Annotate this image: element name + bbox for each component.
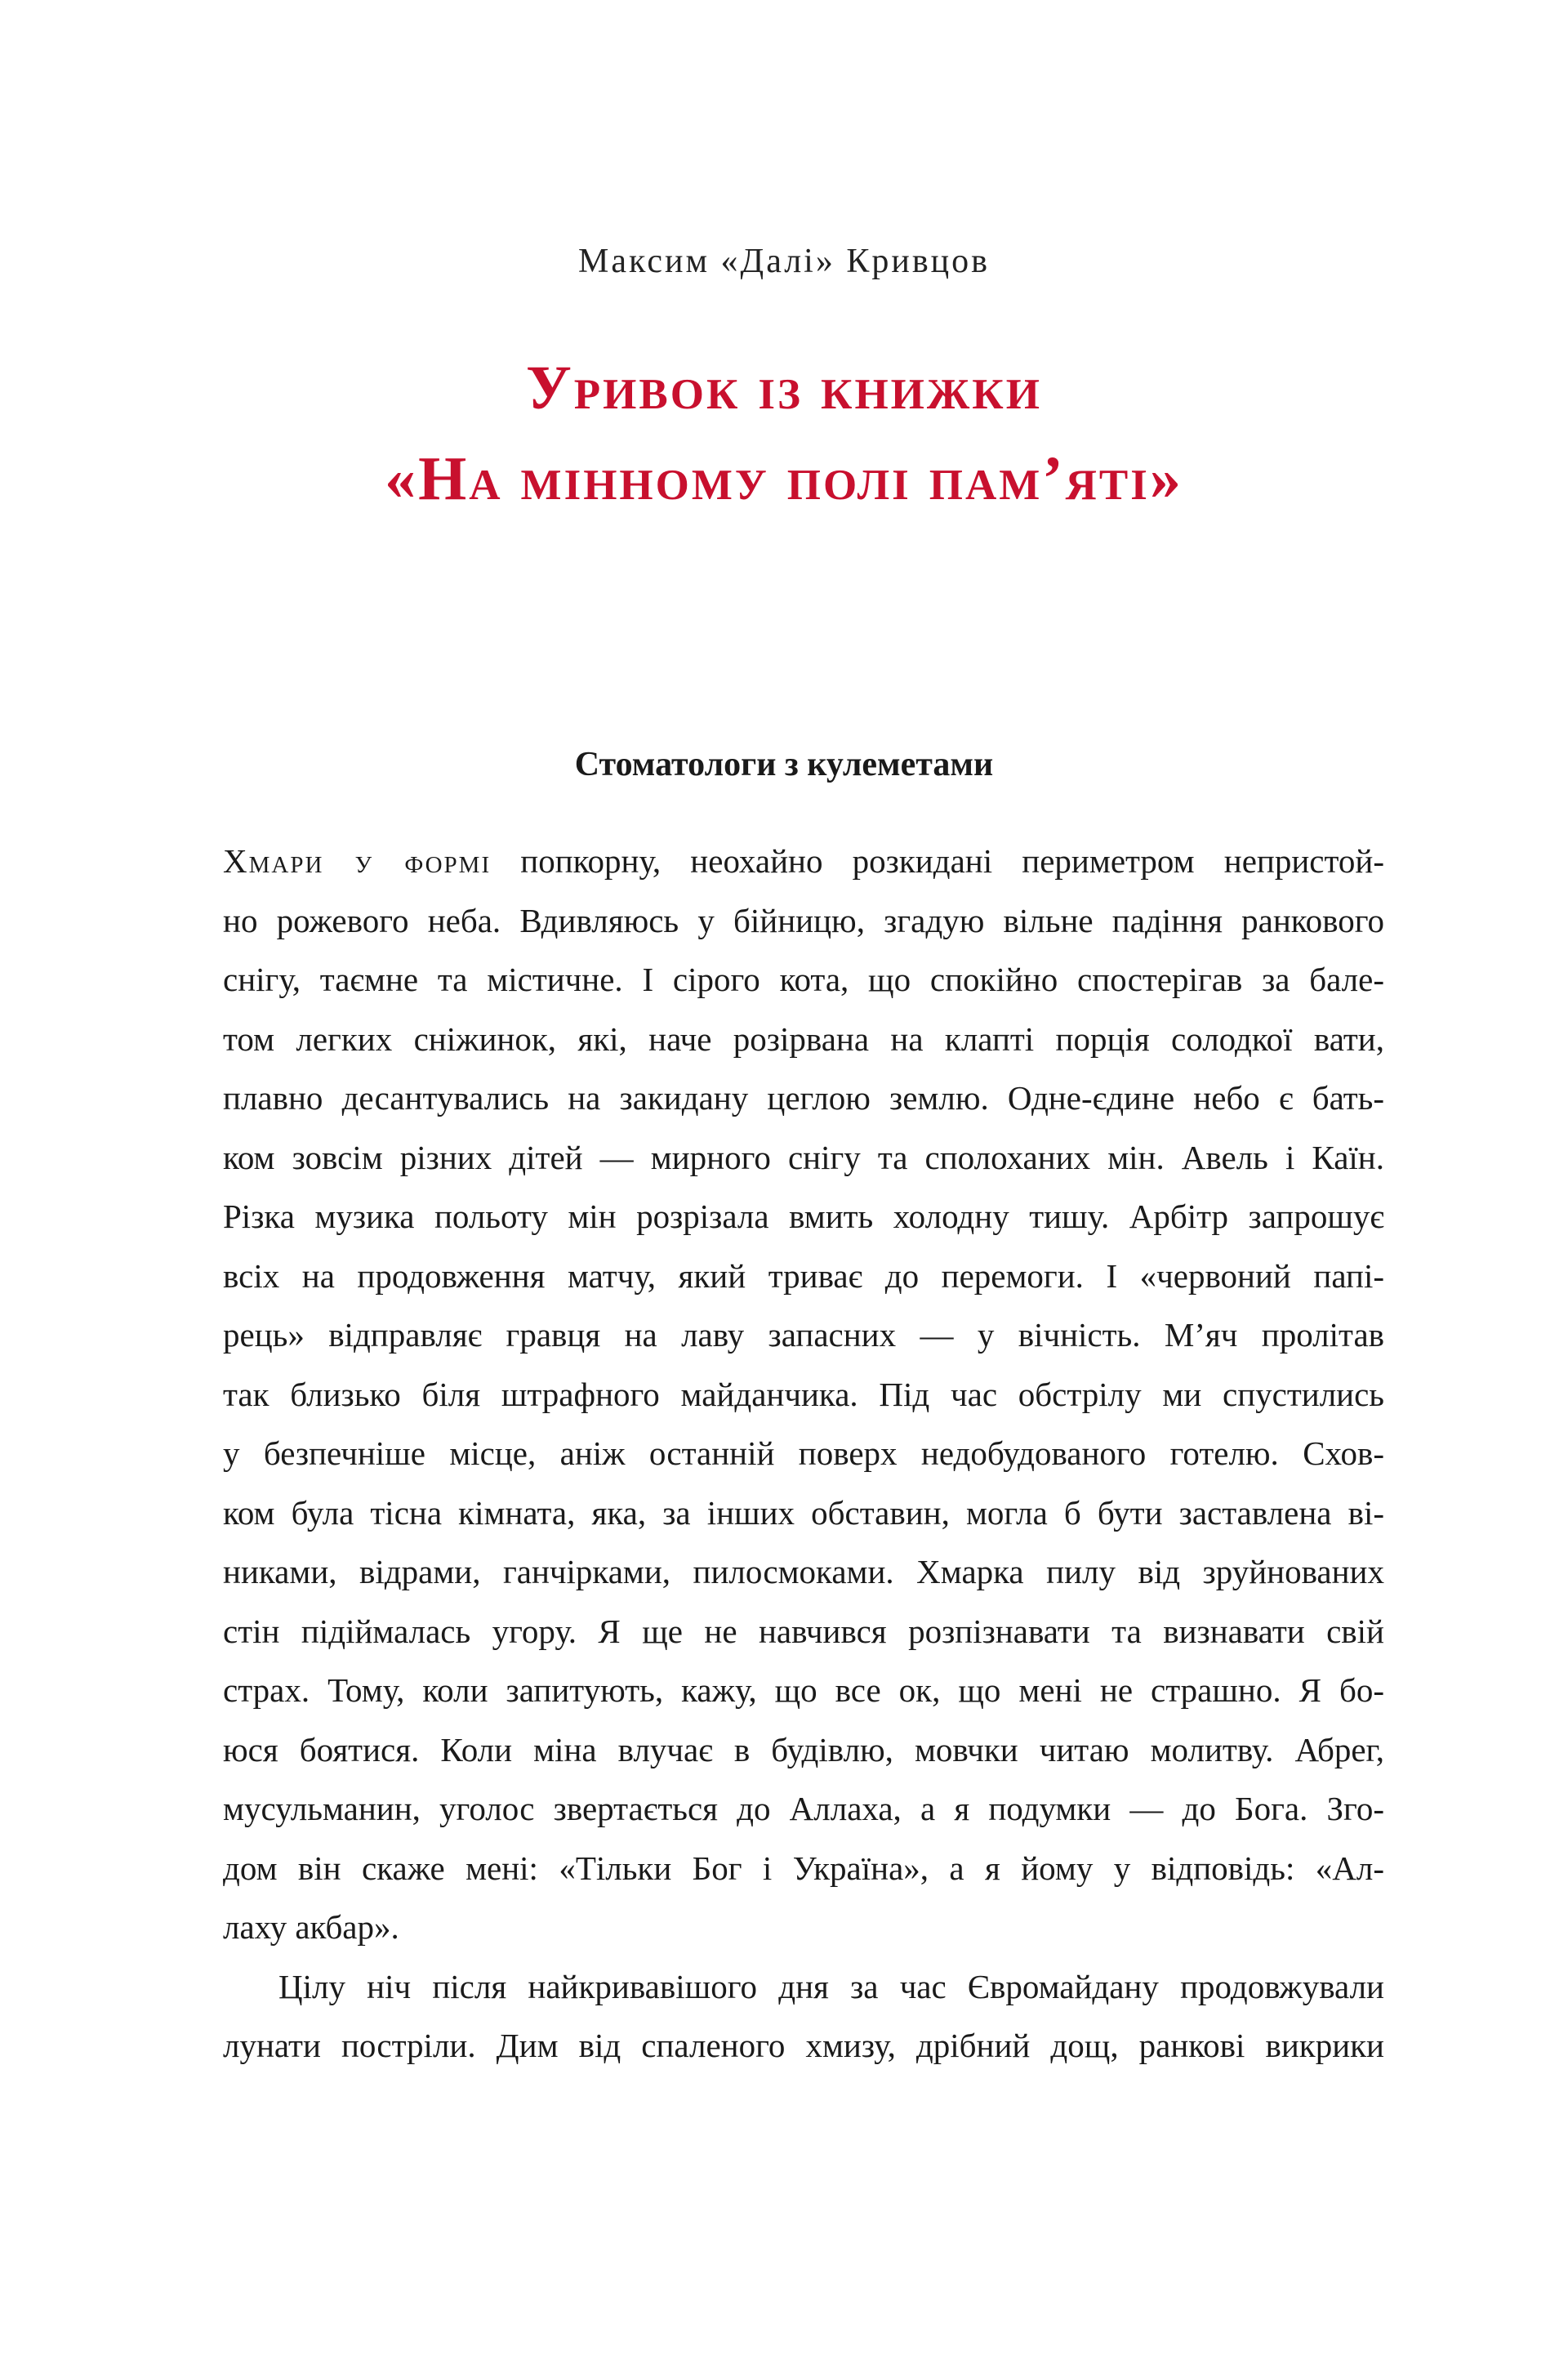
small-caps-lead: Хмари у формі [223, 842, 492, 880]
text-line: мусульманин, уголос звертається до Аллаха, а я подумки — до Бога. Зго- [223, 1790, 1384, 1827]
title-line-2: «На мінному полі пам’яті» [385, 444, 1183, 513]
text-line: ком була тісна кімната, яка, за інших обставин, могла б бути заставлена ві- [223, 1493, 1384, 1532]
text-line: том легких сніжинок, які, наче розірвана на клапті порція солодкої вати, [223, 1019, 1384, 1058]
text-line: так близько біля штрафного майданчика. Під час обстрілу ми спустились [223, 1375, 1384, 1413]
text-line: стін підіймалась угору. Я ще не навчився розпізнавати та визнавати свій [223, 1612, 1384, 1650]
text-line: страх. Тому, коли запитують, кажу, що все ок, що мені не страшно. Я бо- [223, 1671, 1384, 1709]
text-line: всіх на продовження матчу, який триває до перемоги. І «червоний папі- [223, 1256, 1384, 1295]
text-line: снігу, таємне та містичне. І сірого кота, що спокійно спостерігав за бале- [223, 961, 1384, 998]
text-line-rest: попкорну, неохайно розкидані периметром непристой- [491, 842, 1384, 880]
text-line: плавно десантувались на закидану цеглою землю. Одне-єдине небо є бать- [223, 1079, 1384, 1117]
text-line: лаху акбар». [223, 1908, 399, 1946]
title-line-1: Уривок із книжки [526, 354, 1042, 422]
text-line: дом він скаже мені: «Тільки Бог і Україна», а я йому у відповідь: «Ал- [223, 1849, 1384, 1887]
section-heading: Стоматологи з кулеметами [574, 746, 994, 783]
text-line: Різка музика польоту мін розрізала вмить холодну тишу. Арбітр запрошує [223, 1198, 1384, 1235]
text-line: у безпечніше місце, аніж останній поверх недобудованого готелю. Схов- [223, 1434, 1384, 1472]
text-line: никами, відрами, ганчірками, пилосмоками. Хмарка пилу від зруйнованих [223, 1553, 1384, 1590]
text-line: ком зовсім різних дітей — мирного снігу та сполоханих мін. Авель і Каїн. [223, 1138, 1384, 1176]
text-line: Цілу ніч після найкривавішого дня за час Євромайдану продовжували [278, 1967, 1384, 2005]
text-line: юся боятися. Коли міна влучає в будівлю, мовчки читаю молитву. Абрег, [223, 1730, 1384, 1768]
author-name: Максим «Далі» Кривцов [578, 243, 990, 280]
text-line [223, 832, 1384, 891]
body-text [223, 832, 1384, 2076]
text-line: рець» відправляє гравця на лаву запасних — у вічність. М’яч пролітав [223, 1316, 1384, 1354]
text-line: но рожевого неба. Вдивляюсь у бійницю, згадую вільне падіння ранкового [223, 901, 1384, 939]
text-line: лунати постріли. Дим від спаленого хмизу, дрібний дощ, ранкові викрики [223, 2027, 1384, 2064]
